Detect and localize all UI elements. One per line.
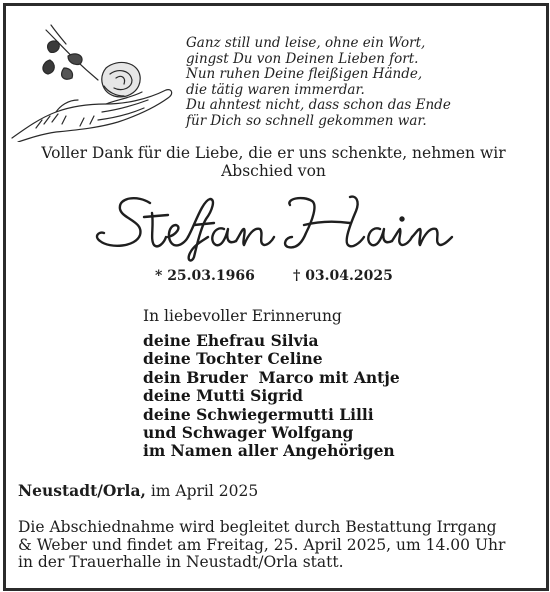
poem [186, 36, 536, 129]
birth-date: * 25.03.1966 [155, 268, 255, 284]
deceased-name [90, 187, 460, 263]
place-date: im April 2025 [145, 482, 259, 500]
place-and-date [18, 481, 258, 500]
poem-line: Nun ruhen Deine fleißigen Hände, [186, 66, 423, 82]
mourners-list [143, 332, 400, 461]
mourner-line: deine Schwiegermutti Lilli [143, 404, 374, 424]
intro-line: Abschied von [221, 161, 326, 180]
place-town: Neustadt/Orla, [18, 481, 146, 500]
hand-with-rose-icon [6, 20, 176, 142]
farewell-line: in der Trauerhalle in Neustadt/Orla statt. [18, 553, 344, 571]
intro-text [10, 145, 537, 180]
poem-line: für Dich so schnell gekommen war. [186, 112, 427, 129]
death-date: † 03.04.2025 [293, 268, 393, 284]
mourner-line: im Namen aller Angehörigen [143, 441, 395, 461]
poem-line: gingst Du von Deinen Lieben fort. [186, 50, 419, 67]
intro-line: Voller Dank für die Liebe, die er uns schenkte, nehmen wir [41, 144, 506, 162]
farewell-line: Die Abschiednahme wird begleitet durch Bestattung Irrgang [18, 518, 497, 536]
farewell-notice [18, 519, 542, 572]
mourner-line: deine Ehefrau Silvia [143, 331, 319, 350]
poem-line: Ganz still und leise, ohne ein Wort, [186, 35, 426, 51]
mourner-line: und Schwager Wolfgang [143, 423, 354, 443]
memory-label: In liebevoller Erinnerung [143, 307, 342, 325]
poem-line: die tätig waren immerdar. [186, 81, 365, 98]
poem-line: Du ahntest nicht, dass schon das Ende [186, 97, 451, 113]
mourner-line: deine Tochter Celine [143, 349, 323, 369]
mourner-line: dein Bruder Marco mit Antje [143, 367, 400, 387]
mourner-line: deine Mutti Sigrid [143, 386, 303, 406]
farewell-line: & Weber und findet am Freitag, 25. April 2025, um 14.00 Uhr [18, 535, 506, 554]
